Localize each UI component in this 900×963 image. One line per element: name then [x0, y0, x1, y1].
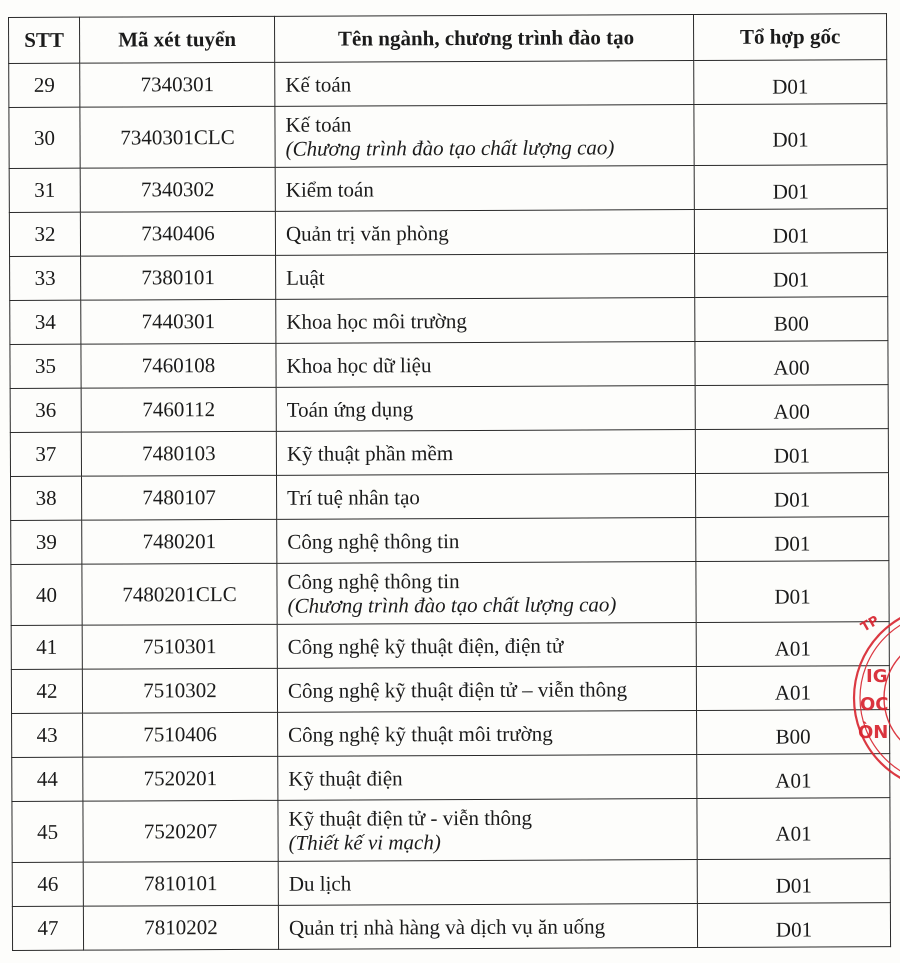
cell-subject-combination	[695, 297, 888, 342]
cell-stt: 42	[11, 669, 82, 713]
header-subject-combination: Tổ hợp gốc	[693, 14, 886, 61]
cell-program-name	[275, 210, 694, 256]
combination-text: D01	[775, 917, 813, 942]
table-row	[11, 561, 889, 626]
table-row	[10, 385, 888, 433]
cell-program-name	[276, 342, 695, 388]
table-row	[12, 754, 890, 802]
cell-stt: 37	[10, 432, 81, 476]
table-row	[12, 710, 890, 758]
combination-text: B00	[773, 311, 809, 336]
header-stt: STT	[9, 17, 80, 63]
cell-subject-combination	[696, 517, 889, 562]
combination-text: D01	[775, 873, 812, 898]
combination-text: D01	[773, 487, 811, 512]
cell-stt: 40	[11, 564, 82, 625]
program-name-text: Toán ứng dụng	[286, 396, 414, 422]
table-row	[12, 903, 890, 951]
combination-text: D01	[773, 267, 810, 292]
cell-admission-code: 7480201CLC	[82, 563, 277, 625]
cell-stt: 30	[9, 107, 80, 168]
combination-text: D01	[772, 127, 809, 152]
cell-program-name	[277, 623, 696, 669]
program-name-text: Quản trị văn phòng	[285, 220, 449, 246]
svg-text:ÒN: ÒN	[858, 722, 889, 743]
table-row	[11, 666, 889, 714]
cell-admission-code: 7340301	[80, 62, 275, 107]
table-row	[10, 341, 888, 389]
cell-program-name	[275, 166, 694, 212]
cell-stt: 33	[10, 256, 81, 300]
table-row	[12, 798, 890, 863]
cell-admission-code: 7460108	[81, 343, 276, 388]
cell-program-name	[278, 755, 697, 801]
cell-subject-combination	[697, 798, 890, 860]
combination-text: B00	[775, 724, 811, 749]
cell-program-name	[275, 61, 694, 107]
program-name-text: Công nghệ thông tin	[287, 569, 460, 594]
combination-text: A01	[775, 821, 812, 846]
cell-stt: 47	[12, 906, 83, 950]
cell-program-name	[277, 562, 696, 625]
program-name-text: Luật	[286, 265, 325, 290]
table-row	[10, 253, 888, 301]
cell-admission-code: 7340302	[80, 167, 275, 212]
cell-subject-combination	[697, 859, 890, 904]
cell-program-name	[278, 799, 697, 862]
cell-program-name	[277, 667, 696, 713]
svg-text:IG: IG	[866, 666, 888, 687]
table-row	[12, 859, 890, 907]
cell-subject-combination	[694, 104, 887, 166]
cell-program-name	[277, 474, 696, 520]
table-row	[11, 517, 889, 565]
seal-graphic	[836, 598, 900, 798]
combination-text: D01	[774, 584, 811, 609]
cell-subject-combination	[695, 429, 888, 474]
combination-text: A01	[775, 768, 812, 793]
combination-text: D01	[772, 74, 809, 99]
table-row	[11, 622, 889, 670]
cell-admission-code: 7480201	[82, 519, 277, 564]
cell-program-name	[276, 298, 695, 344]
combination-text: A00	[773, 399, 810, 424]
program-note-text: (Chương trình đào tạo chất lượng cao)	[285, 135, 615, 161]
program-name-text: Khoa học dữ liệu	[286, 352, 432, 378]
cell-admission-code: 7510301	[82, 624, 277, 669]
table-row	[9, 165, 887, 213]
program-note-text: (Chương trình đào tạo chất lượng cao)	[287, 592, 617, 618]
program-name-text: Kỹ thuật điện tử - viễn thông	[288, 805, 533, 831]
program-name-text: Du lịch	[288, 871, 352, 896]
cell-program-name	[275, 105, 694, 168]
cell-stt: 29	[9, 63, 80, 107]
cell-admission-code: 7340301CLC	[80, 106, 275, 168]
combination-text: D01	[772, 223, 810, 248]
svg-text:TP: TP	[858, 613, 882, 636]
cell-program-name	[278, 904, 697, 950]
cell-stt: 45	[12, 801, 83, 862]
table-header-row	[9, 14, 887, 64]
cell-stt: 46	[12, 862, 83, 906]
cell-stt: 31	[9, 168, 80, 212]
cell-program-name	[277, 518, 696, 564]
program-name-text: Quản trị nhà hàng và dịch vụ ăn uống	[288, 913, 606, 940]
cell-stt: 32	[9, 212, 80, 256]
red-seal-stamp	[836, 598, 900, 798]
cell-stt: 34	[10, 300, 81, 344]
cell-stt: 36	[10, 388, 81, 432]
cell-admission-code: 7510406	[83, 712, 278, 757]
combination-text: D01	[773, 443, 811, 468]
program-name-text: Công nghệ kỹ thuật điện, điện tử	[287, 633, 564, 659]
cell-subject-combination	[695, 385, 888, 430]
combination-text: D01	[774, 531, 811, 556]
program-name-text: Kỹ thuật phần mềm	[286, 440, 454, 466]
cell-admission-code: 7520207	[83, 800, 278, 862]
cell-stt: 41	[11, 625, 82, 669]
cell-stt: 43	[12, 713, 83, 757]
cell-program-name	[276, 254, 695, 300]
admission-majors-table	[8, 13, 891, 951]
header-admission-code: Mã xét tuyển	[80, 16, 275, 63]
cell-program-name	[278, 860, 697, 906]
combination-text: A01	[774, 636, 811, 661]
table-row	[9, 104, 887, 169]
cell-admission-code: 7510302	[82, 668, 277, 713]
cell-subject-combination	[695, 341, 888, 386]
cell-admission-code: 7440301	[81, 299, 276, 344]
table-row	[10, 429, 888, 477]
table-row	[9, 209, 887, 257]
cell-program-name	[276, 430, 695, 476]
cell-subject-combination	[695, 253, 888, 298]
combination-text: A01	[774, 680, 812, 705]
header-program-name: Tên ngành, chương trình đào tạo	[274, 15, 693, 63]
program-name-text: Kiểm toán	[285, 176, 374, 202]
cell-admission-code: 7480103	[81, 431, 276, 476]
cell-stt: 38	[11, 476, 82, 520]
table-row	[9, 60, 887, 108]
program-name-text: Trí tuệ nhân tạo	[287, 484, 420, 510]
cell-admission-code: 7380101	[81, 255, 276, 300]
cell-stt: 35	[10, 344, 81, 388]
cell-subject-combination	[694, 60, 887, 105]
table-row	[10, 297, 888, 345]
cell-program-name	[278, 711, 697, 757]
program-name-text: Kế toán	[285, 112, 352, 137]
program-name-text: Công nghệ thông tin	[287, 528, 460, 554]
cell-admission-code: 7460112	[81, 387, 276, 432]
cell-admission-code: 7480107	[82, 475, 277, 520]
cell-subject-combination	[694, 209, 887, 254]
cell-admission-code: 7520201	[83, 756, 278, 801]
cell-stt: 44	[12, 757, 83, 801]
program-name-text: Công nghệ kỹ thuật điện tử – viễn thông	[287, 676, 628, 703]
combination-text: D01	[772, 179, 809, 204]
cell-stt: 39	[11, 520, 82, 564]
combination-text: A00	[773, 355, 810, 380]
cell-admission-code: 7810101	[83, 861, 278, 906]
cell-subject-combination	[694, 165, 887, 210]
program-name-text: Công nghệ kỹ thuật môi trường	[288, 721, 553, 747]
table-row	[11, 473, 889, 521]
program-name-text: Kế toán	[285, 72, 352, 97]
program-note-text: (Thiết kế vi mạch)	[288, 830, 441, 855]
cell-subject-combination	[695, 473, 888, 518]
cell-admission-code: 7810202	[83, 905, 278, 950]
cell-subject-combination	[697, 903, 890, 948]
program-name-text: Kỹ thuật điện	[288, 765, 403, 791]
svg-text:OC: OC	[860, 694, 889, 715]
cell-program-name	[276, 386, 695, 432]
cell-admission-code: 7340406	[80, 211, 275, 256]
program-name-text: Khoa học môi trường	[286, 308, 467, 334]
